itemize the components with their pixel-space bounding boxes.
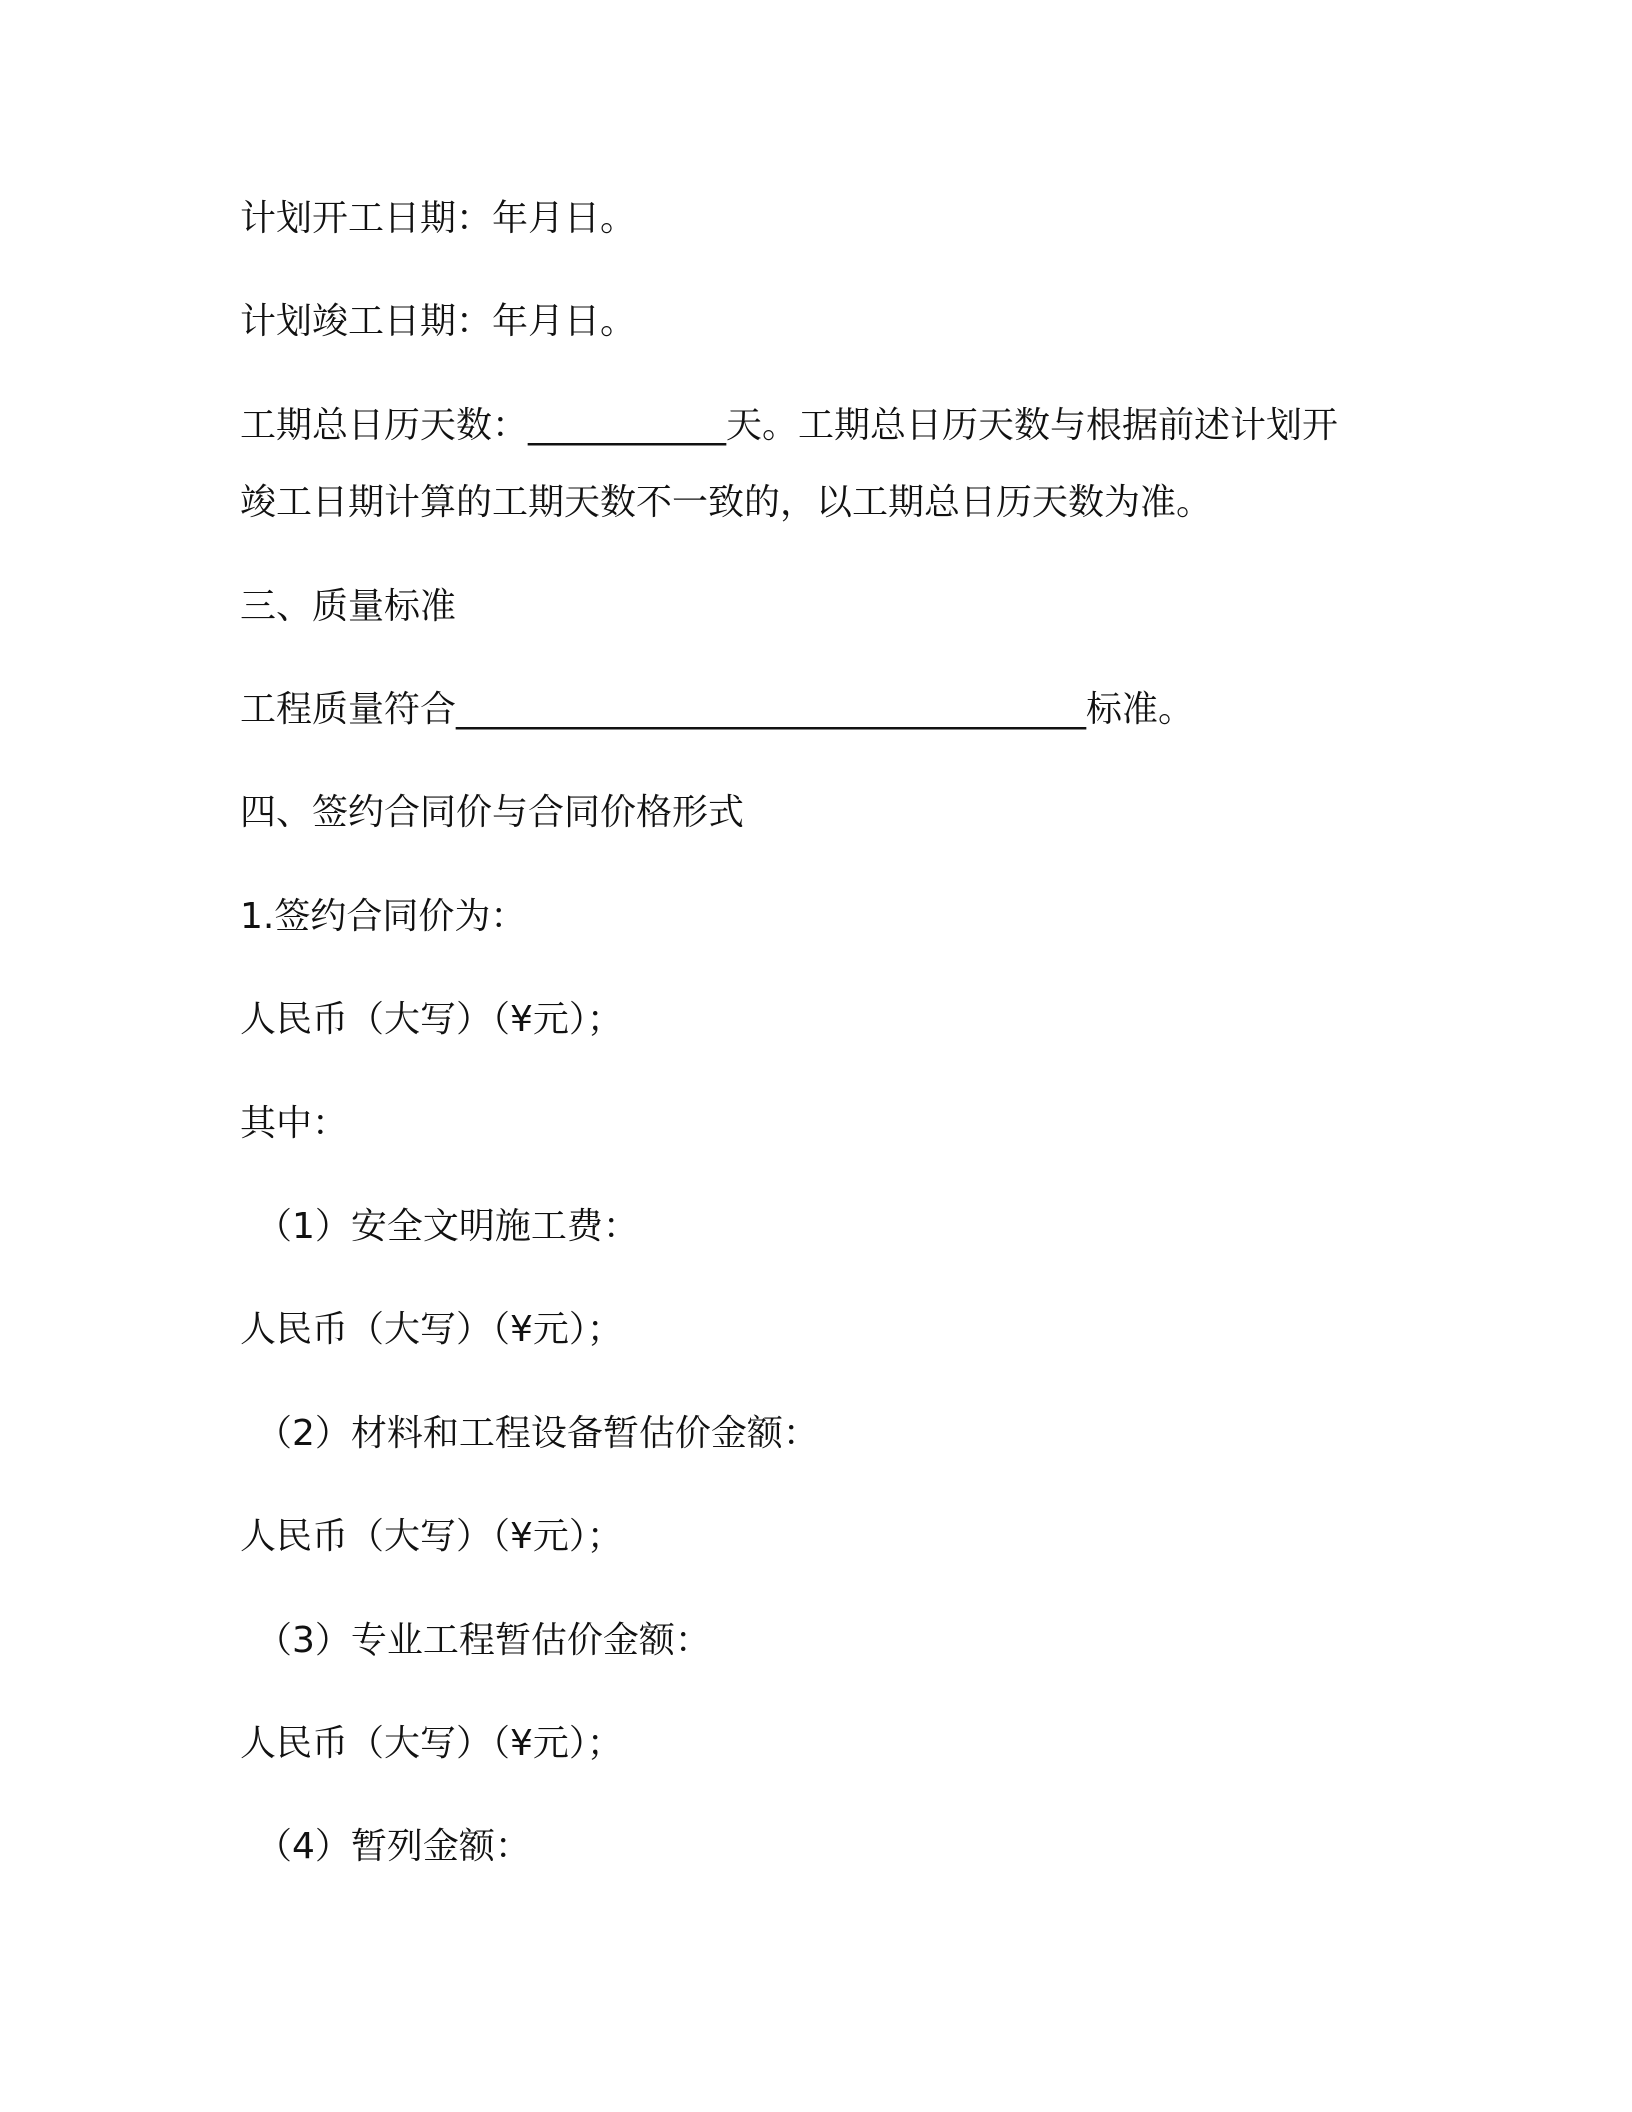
section-4-heading: 四、签约合同价与合同价格形式 [240,792,745,833]
item-2-material-estimate: （2）材料和工程设备暂估价金额： [256,1413,819,1454]
contract-price-heading: 1.签约合同价为： [240,896,527,937]
planned-start-date: 计划开工日期：年月日。 [240,198,637,239]
item-3-professional-estimate: （3）专业工程暂估价金额： [256,1620,711,1661]
item-1-safety-fee: （1）安全文明施工费： [256,1206,639,1247]
among-label: 其中： [240,1103,349,1144]
rmb-item-3-amount: 人民币（大写）（¥元）； [240,1723,623,1764]
section-3-heading: 三、质量标准 [240,586,457,627]
total-calendar-days-line-1: 工期总日历天数：___________天。工期总日历天数与根据前述计划开 [240,405,1339,446]
rmb-item-2-amount: 人民币（大写）（¥元）； [240,1516,623,1557]
quality-standard: 工程质量符合___________________________________标准。 [240,689,1195,730]
rmb-item-1-amount: 人民币（大写）（¥元）； [240,1309,623,1350]
item-4-provisional-sum: （4）暂列金额： [256,1826,531,1867]
planned-completion-date: 计划竣工日期：年月日。 [240,301,637,342]
rmb-total-amount: 人民币（大写）（¥元）； [240,999,623,1040]
total-calendar-days-line-2: 竣工日期计算的工期天数不一致的，以工期总日历天数为准。 [240,482,1213,523]
